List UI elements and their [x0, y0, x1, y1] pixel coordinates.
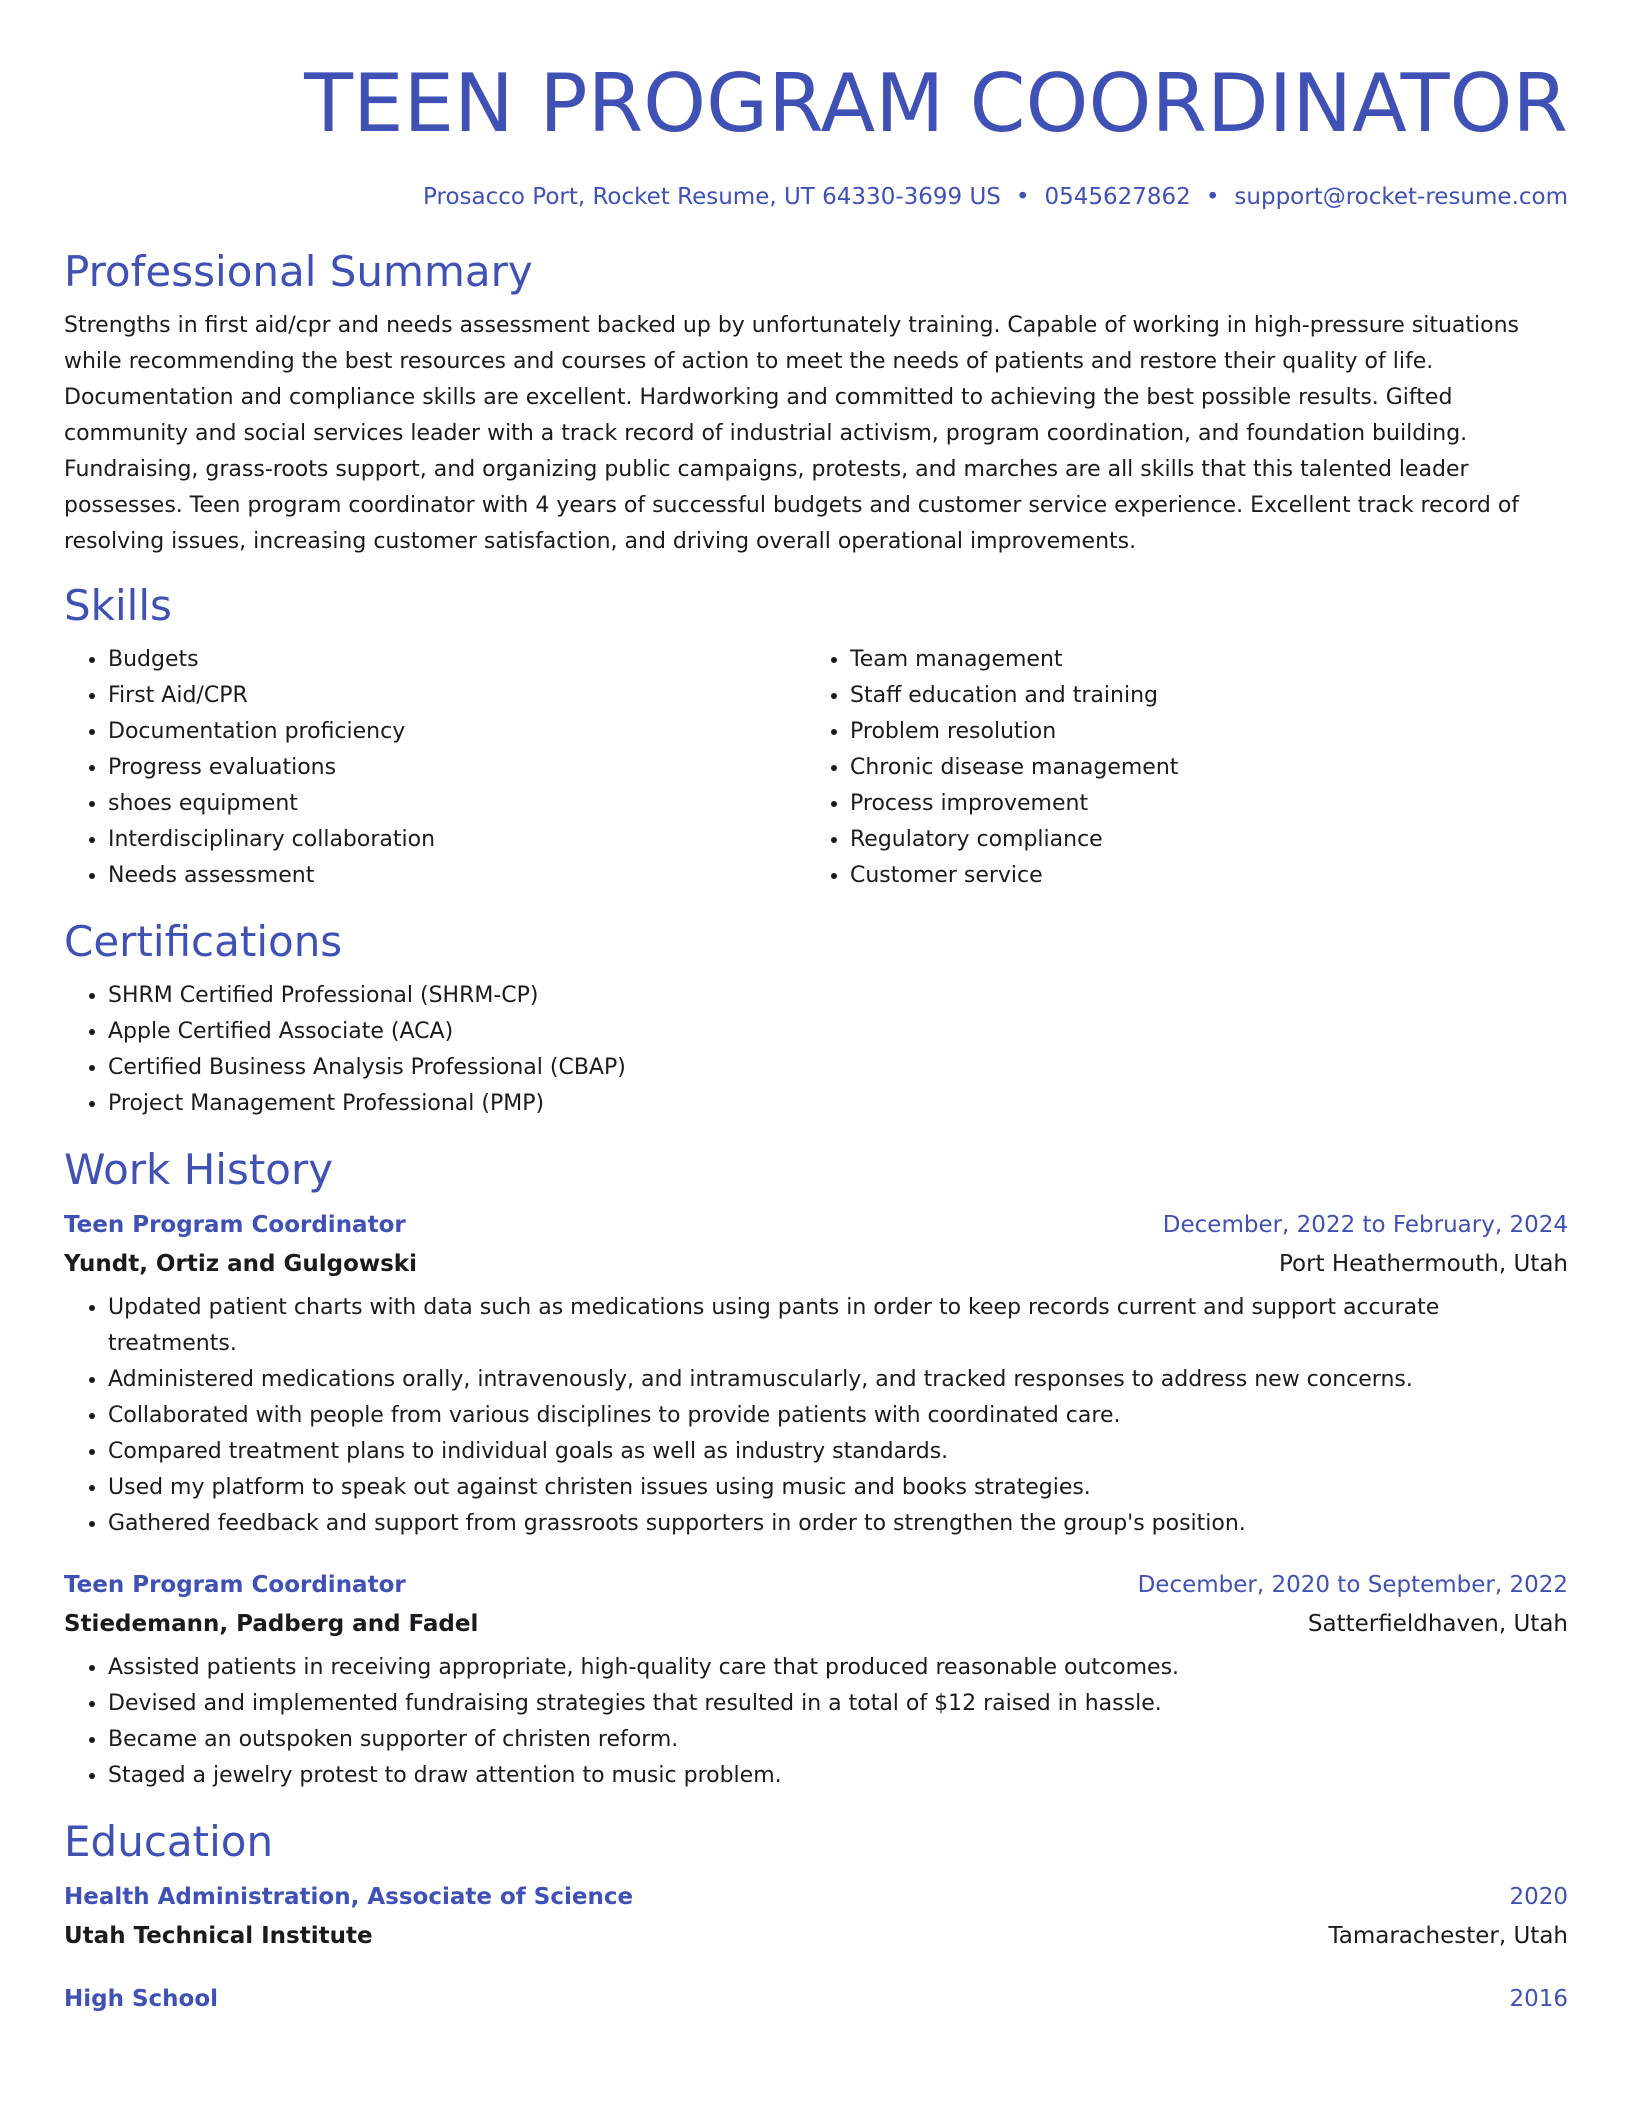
job-bullet: • Devised and implemented fundraising strategies that resulted in a total of $12 raised in hassle.	[108, 1686, 1568, 1722]
skill-item: • First Aid/CPR	[108, 678, 806, 714]
education-location: Tamarachester, Utah	[1328, 1923, 1568, 1949]
job-bullet: • Became an outspoken supporter of christen reform.	[108, 1722, 1568, 1758]
section-title-education: Education	[64, 1817, 274, 1866]
separator: •	[1015, 184, 1030, 210]
summary-text: Strengths in first aid/cpr and needs assessment backed up by unfortunately training. Capable of working in high-pressure situations while recommending the best resources and courses of action to meet the needs of patients and restore their quality of life. Documentation and compliance skills are excellent. Hardworking and committed to achieving the best possible results. Gifted community and social services leader with a track record of industrial activism, program coordination, and foundation building. Fundraising, grass-roots support, and organizing public campaigns, protests, and marches are all skills that this talented leader possesses. Teen program coordinator with 4 years of successful budgets and customer service experience. Excellent track record of resolving issues, increasing customer satisfaction, and driving overall operational improvements.	[64, 313, 1520, 554]
job-dates: December, 2022 to February, 2024	[1162, 1212, 1568, 1238]
job-bullets	[64, 1290, 1568, 1542]
candidate-title: TEEN PROGRAM COORDINATOR	[304, 57, 1568, 150]
job-header	[64, 1206, 1568, 1244]
section-title-certifications: Certifications	[64, 917, 343, 966]
skill-item: • Customer service	[850, 858, 1548, 894]
job-role: Teen Program Coordinator	[64, 1212, 406, 1238]
skill-item: • Team management	[850, 642, 1548, 678]
section-title-work-history: Work History	[64, 1145, 334, 1194]
skills-column-left	[64, 642, 806, 894]
skill-item: • Progress evaluations	[108, 750, 806, 786]
job-subheader	[64, 1244, 1568, 1284]
job-role: Teen Program Coordinator	[64, 1572, 406, 1598]
skills-column-right	[806, 642, 1548, 894]
skill-item: • Budgets	[108, 642, 806, 678]
job-company: Stiedemann, Padberg and Fadel	[64, 1611, 479, 1637]
job-subheader	[64, 1604, 1568, 1644]
education-entry	[64, 1878, 1568, 1956]
email-link[interactable]: support@rocket-resume.com	[1234, 184, 1568, 210]
certifications-section	[64, 916, 1568, 1122]
education-entry	[64, 1980, 1568, 2018]
certification-item: • Project Management Professional (PMP)	[108, 1086, 1568, 1122]
skills-grid	[64, 642, 1568, 894]
certification-item: • Certified Business Analysis Professional (CBAP)	[108, 1050, 1568, 1086]
job-bullet: • Administered medications orally, intravenously, and intramuscularly, and tracked responses to address new concerns.	[108, 1362, 1568, 1398]
education-degree: High School	[64, 1986, 219, 2012]
job-bullet: • Staged a jewelry protest to draw attention to music problem.	[108, 1758, 1568, 1794]
education-degree: Health Administration, Associate of Science	[64, 1884, 634, 1910]
certification-item: • Apple Certified Associate (ACA)	[108, 1014, 1568, 1050]
skills-section	[64, 580, 1568, 894]
skill-item: • Regulatory compliance	[850, 822, 1548, 858]
education-header	[64, 1980, 1568, 2018]
job-bullet: • Collaborated with people from various disciplines to provide patients with coordinated care.	[108, 1398, 1568, 1434]
skills-list-left	[64, 642, 806, 894]
skill-item: • Interdisciplinary collaboration	[108, 822, 806, 858]
job-location: Port Heathermouth, Utah	[1278, 1251, 1568, 1277]
contact-line	[64, 184, 1568, 210]
work-history-section	[64, 1144, 1568, 1794]
education-school: Utah Technical Institute	[64, 1923, 373, 1949]
skill-item: • Documentation proficiency	[108, 714, 806, 750]
education-year: 2016	[1509, 1986, 1568, 2012]
education-subheader	[64, 1916, 1568, 1956]
job-dates: December, 2020 to September, 2022	[1137, 1572, 1568, 1598]
job-bullet: • Gathered feedback and support from grassroots supporters in order to strengthen the group's position.	[108, 1506, 1568, 1542]
summary-section	[64, 246, 1568, 560]
job-entry	[64, 1206, 1568, 1542]
skill-item: • Chronic disease management	[850, 750, 1548, 786]
job-bullets	[64, 1650, 1568, 1794]
separator: •	[1205, 184, 1220, 210]
section-title-summary: Professional Summary	[64, 247, 533, 296]
job-bullet: • Compared treatment plans to individual goals as well as industry standards.	[108, 1434, 1568, 1470]
skills-list-right	[806, 642, 1548, 894]
address: Prosacco Port, Rocket Resume, UT 64330-3699 US	[423, 184, 1001, 210]
skill-item: • Problem resolution	[850, 714, 1548, 750]
job-bullet: • Used my platform to speak out against christen issues using music and books strategies.	[108, 1470, 1568, 1506]
job-bullet: • Assisted patients in receiving appropriate, high-quality care that produced reasonable outcomes.	[108, 1650, 1568, 1686]
skill-item: • Process improvement	[850, 786, 1548, 822]
education-section	[64, 1816, 1568, 2018]
certifications-list	[64, 978, 1568, 1122]
job-bullet: • Updated patient charts with data such as medications using pants in order to keep records current and support accurate treatments.	[108, 1290, 1568, 1362]
skill-item: • Staff education and training	[850, 678, 1548, 714]
job-location: Satterfieldhaven, Utah	[1307, 1611, 1568, 1637]
job-company: Yundt, Ortiz and Gulgowski	[64, 1251, 417, 1277]
skill-item: • Needs assessment	[108, 858, 806, 894]
phone: 0545627862	[1044, 184, 1191, 210]
job-header	[64, 1566, 1568, 1604]
job-entry	[64, 1566, 1568, 1794]
skill-item: • shoes equipment	[108, 786, 806, 822]
education-year: 2020	[1509, 1884, 1568, 1910]
section-title-skills: Skills	[64, 581, 172, 630]
certification-item: • SHRM Certified Professional (SHRM-CP)	[108, 978, 1568, 1014]
education-header	[64, 1878, 1568, 1916]
